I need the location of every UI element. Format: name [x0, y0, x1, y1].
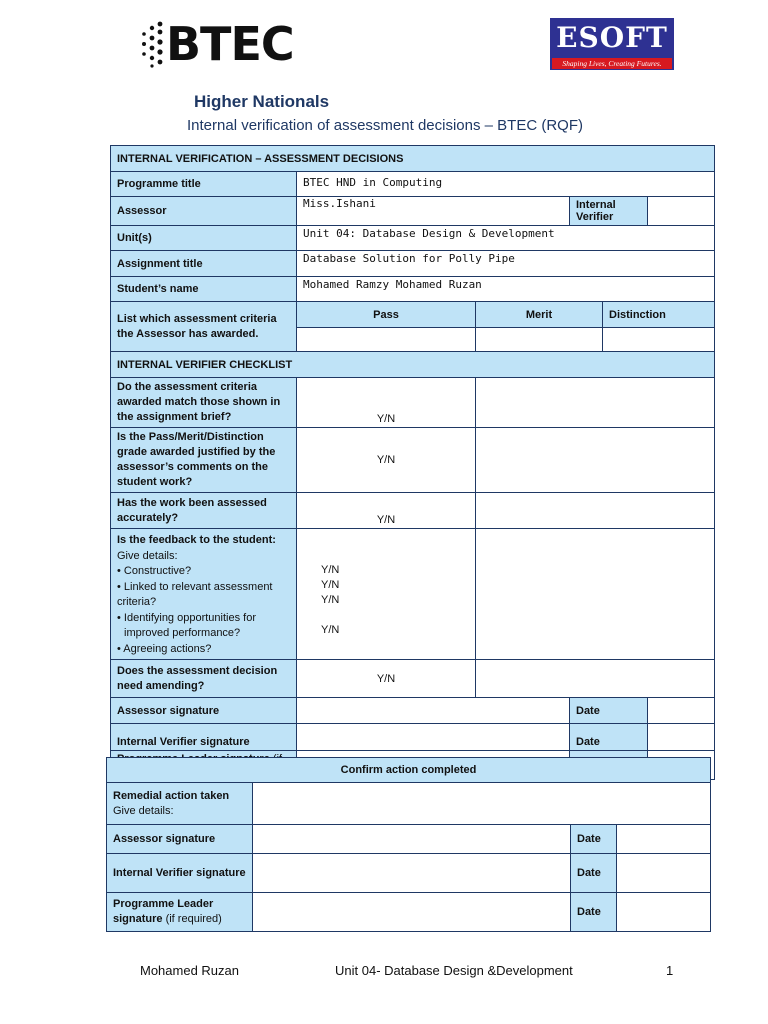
- remedial-give-details: Give details:: [113, 804, 174, 817]
- confirm-title: Confirm action completed: [107, 758, 711, 783]
- feedback-item-identifying: • Identifying opportunities for: [117, 611, 256, 624]
- remedial-label: [107, 783, 253, 825]
- esoft-logo: [550, 18, 674, 70]
- student-value[interactable]: Mohamed Ramzy Mohamed Ruzan: [297, 277, 715, 302]
- student-label: Student’s name: [111, 277, 297, 302]
- question-feedback: [111, 529, 297, 660]
- merit-value[interactable]: [476, 328, 603, 352]
- assessor-label: Assessor: [111, 197, 297, 226]
- comment-feedback[interactable]: [476, 529, 715, 660]
- footer-page-number: 1: [666, 963, 674, 978]
- assessor-value[interactable]: Miss.Ishani: [297, 197, 570, 226]
- feedback-item-agreeing: • Agreeing actions?: [117, 642, 212, 655]
- confirm-assessor-date-label: Date: [571, 825, 617, 854]
- confirm-leader-signature-field[interactable]: [253, 893, 571, 932]
- yn-identifying[interactable]: Y/N: [321, 594, 340, 606]
- page-title: Higher Nationals: [194, 92, 330, 111]
- feedback-title: Is the feedback to the student:: [117, 534, 276, 546]
- verifier-label: Internal Verifier: [570, 197, 648, 226]
- distinction-value[interactable]: [603, 328, 715, 352]
- comment-grade-justified[interactable]: [476, 428, 715, 493]
- yn-linked[interactable]: Y/N: [321, 579, 340, 591]
- comment-criteria-match[interactable]: [476, 378, 715, 428]
- verifier-signature-label: Internal Verifier signature: [111, 724, 297, 751]
- verifier-value[interactable]: [648, 197, 715, 226]
- footer-unit: Unit 04- Database Design &Development: [335, 963, 573, 978]
- programme-value[interactable]: BTEC HND in Computing: [297, 172, 715, 197]
- assessor-signature-field[interactable]: [297, 698, 570, 724]
- assessor-date-field[interactable]: [648, 698, 715, 724]
- yn-assessed-accurately[interactable]: Y/N: [297, 493, 476, 529]
- assessor-signature-label: Assessor signature: [111, 698, 297, 724]
- yn-amending[interactable]: Y/N: [297, 660, 476, 698]
- confirm-leader-date-label: Date: [571, 893, 617, 932]
- confirm-leader-signature-label: [107, 893, 253, 932]
- question-amending: Does the assessment decision need amending?: [111, 660, 297, 698]
- pass-header: Pass: [297, 302, 476, 328]
- assignment-label: Assignment title: [111, 251, 297, 277]
- esoft-tagline: Shaping Lives, Creating Futures.: [552, 58, 672, 69]
- confirm-verifier-date-field[interactable]: [617, 854, 711, 893]
- page-subtitle: Internal verification of assessment decisions – BTEC (RQF): [187, 117, 583, 134]
- pass-value[interactable]: [297, 328, 476, 352]
- confirm-assessor-signature-field[interactable]: [253, 825, 571, 854]
- units-label: Unit(s): [111, 226, 297, 251]
- confirm-assessor-signature-label: Assessor signature: [107, 825, 253, 854]
- merit-header: Merit: [476, 302, 603, 328]
- criteria-label: List which assessment criteria the Assessor has awarded.: [111, 302, 297, 352]
- yn-agreeing[interactable]: Y/N: [321, 624, 340, 636]
- assignment-value[interactable]: Database Solution for Polly Pipe: [297, 251, 715, 277]
- remedial-field[interactable]: [253, 783, 711, 825]
- footer-author: Mohamed Ruzan: [140, 963, 239, 978]
- verifier-signature-field[interactable]: [297, 724, 570, 751]
- verifier-date-label: Date: [570, 724, 648, 751]
- confirm-table: [106, 757, 711, 932]
- confirm-verifier-date-label: Date: [571, 854, 617, 893]
- programme-label: Programme title: [111, 172, 297, 197]
- feedback-item-improved: improved performance?: [124, 627, 241, 639]
- feedback-give-details: Give details:: [117, 549, 178, 562]
- checklist-title: INTERNAL VERIFIER CHECKLIST: [111, 352, 715, 378]
- feedback-item-constructive: • Constructive?: [117, 565, 192, 577]
- comment-amending[interactable]: [476, 660, 715, 698]
- yn-feedback[interactable]: [297, 529, 476, 660]
- yn-grade-justified[interactable]: Y/N: [297, 428, 476, 493]
- assessment-table: [110, 145, 715, 780]
- feedback-item-linked: • Linked to relevant assessment criteria?: [117, 580, 273, 608]
- esoft-logo-text: ESOFT: [556, 21, 668, 54]
- question-assessed-accurately: Has the work been assessed accurately?: [111, 493, 297, 529]
- confirm-verifier-signature-field[interactable]: [253, 854, 571, 893]
- assessor-date-label: Date: [570, 698, 648, 724]
- units-value[interactable]: Unit 04: Database Design & Development: [297, 226, 715, 251]
- confirm-verifier-signature-label: Internal Verifier signature: [107, 854, 253, 893]
- section-title: INTERNAL VERIFICATION – ASSESSMENT DECISIONS: [111, 146, 715, 172]
- distinction-header: Distinction: [603, 302, 715, 328]
- confirm-leader-date-field[interactable]: [617, 893, 711, 932]
- yn-constructive[interactable]: Y/N: [321, 564, 340, 576]
- btec-logo: [138, 16, 298, 72]
- verifier-date-field[interactable]: [648, 724, 715, 751]
- question-grade-justified: Is the Pass/Merit/Distinction grade awarded justified by the assessor’s comments on the student work?: [111, 428, 297, 493]
- confirm-leader-if-required: (if required): [165, 913, 222, 925]
- question-criteria-match: Do the assessment criteria awarded match those shown in the assignment brief?: [111, 378, 297, 428]
- remedial-text: Remedial action taken: [113, 789, 230, 802]
- btec-dots-icon: [138, 18, 166, 70]
- comment-assessed-accurately[interactable]: [476, 493, 715, 529]
- btec-logo-text: BTEC: [166, 17, 294, 71]
- yn-criteria-match[interactable]: Y/N: [297, 378, 476, 428]
- confirm-assessor-date-field[interactable]: [617, 825, 711, 854]
- confirm-leader-text: Programme Leader signature: [113, 898, 214, 925]
